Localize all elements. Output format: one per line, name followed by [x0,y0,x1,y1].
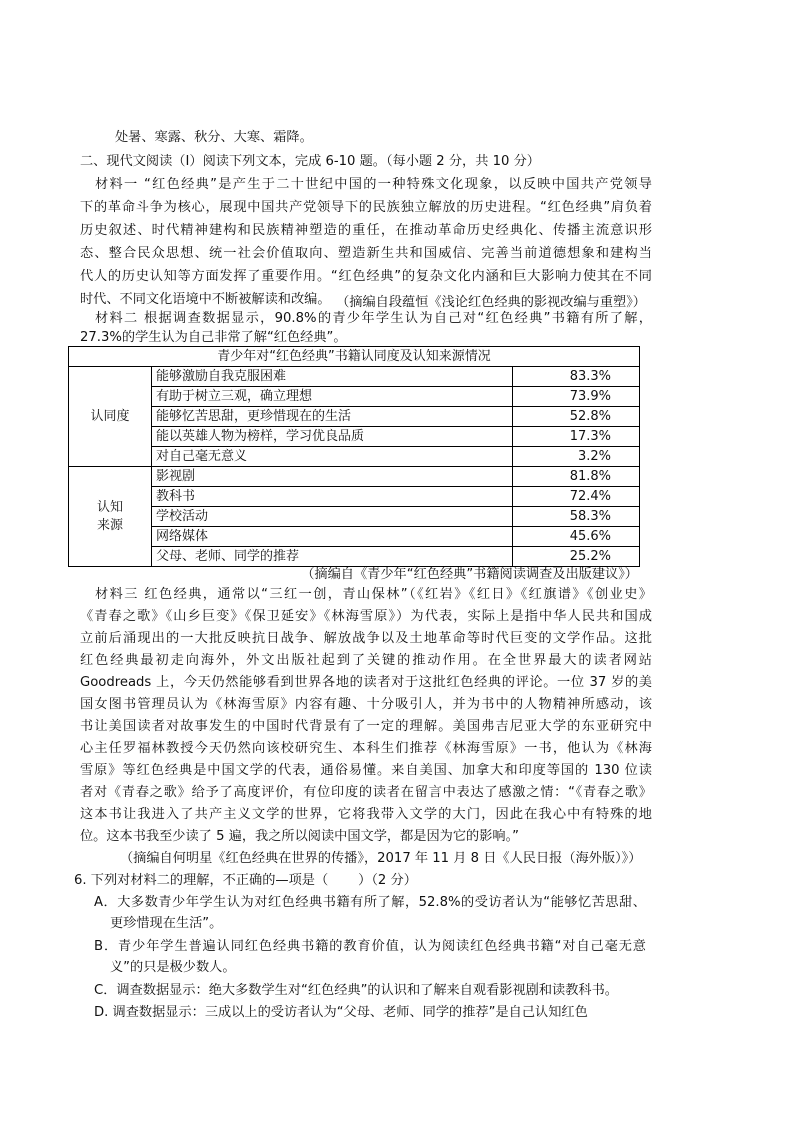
item-cell: 网络媒体 [152,527,513,547]
material3-line: 国女图书管理员认为《林海雪原》内容有趣、十分吸引人，并为书中的人物精神所感动，该 [80,697,652,712]
table-row [69,507,640,527]
material3-line: 者对《青春之歌》给予了高度评价，有位印度的读者在留言中表达了感激之情：“《青春之歌》 [80,785,652,800]
value-cell: 52.8% [513,407,640,427]
value-cell: 3.2% [513,447,640,467]
material1-line: 历史叙述、时代精神建构和民族精神塑造的重任，在推动革命历史经典化、传播主流意识形 [80,223,652,238]
material1-source: （摘编自段蕴恒《浅论红色经典的影视改编与重塑》） [336,295,646,310]
item-cell: 学校活动 [152,507,513,527]
item-cell: 教科书 [152,487,513,507]
material3-source: （摘编自何明星《红色经典在世界的传播》，2017 年 11 月 8 日《人民日报（海外版）》） [120,851,642,866]
value-cell: 17.3% [513,427,640,447]
option-d-line: D. 调查数据显示：三成以上的受访者认为“父母、老师、同学的推荐”是自己认知红色 [94,1005,588,1020]
material3-line: Goodreads 上，今天仍然能够看到世界各地的读者对于这批红色经典的评论。一位 37 岁的美 [80,675,652,690]
value-cell: 81.8% [513,467,640,487]
item-cell: 对自己毫无意义 [152,447,513,467]
table-row [69,387,640,407]
material3-line: 红色经典最初走向海外，外文出版社起到了关键的推动作用。在全世界最大的读者网站 [80,653,652,668]
material1-line: 材料一 “红色经典”是产生于二十世纪中国的一种特殊文化现象，以反映中国共产党领导 [95,177,652,192]
value-cell: 45.6% [513,527,640,547]
material1-line: 态、整合民众思想、统一社会价值取向、塑造新生共和国威信、完善当前道德想象和建构当 [80,246,652,261]
question6-stem [74,871,646,891]
material2-line: 材料二 根据调查数据显示，90.8%的青少年学生认为自己对“红色经典”书籍有所了解， [95,311,652,326]
item-cell: 能够忆苦思甜，更珍惜现在的生活 [152,407,513,427]
category-line: 认知 [96,499,123,515]
material3-line: 这本书让我进入了共产主义文学的世界，它将我带入文学的大门，因此在我心中有特殊的地 [80,807,652,822]
survey-table [68,346,640,567]
item-cell: 父母、老师、同学的推荐 [152,547,513,567]
value-cell: 73.9% [513,387,640,407]
section-heading: 二、现代文阅读（Ⅰ）阅读下列文本，完成 6-10 题。（每小题 2 分，共 10 分） [80,154,540,169]
material2-source: （摘编自《青少年“红色经典”书籍阅读调查及出版建议》） [301,567,638,582]
question6-stem-before: 6. 下列对材料二的理解，不正确的—项是（ [74,873,329,888]
material3-line: 书让美国读者对故事发生的中国时代背景有了一定的理解。美国弗吉尼亚大学的东亚研究中 [80,719,652,734]
intro-line: 处暑、寒露、秋分、大寒、霜降。 [115,130,313,145]
table-row [69,547,640,567]
table-row [69,427,640,447]
category-cell: 认同度 [69,367,152,467]
material1-line: 时代、不同文化语境中不断被解读和改编。 [80,292,331,307]
item-cell: 有助于树立三观，确立理想 [152,387,513,407]
material3-line: 立前后涌现出的一大批反映抗日战争、解放战争以及土地革命等时代巨变的文学作品。这批 [80,631,652,646]
material3-line: 《青春之歌》《山乡巨变》《保卫延安》《林海雪原》）为代表，实际上是指中华人民共和国成 [80,609,652,624]
material1-line: 代人的历史认知等方面发挥了重要作用。“红色经典”的复杂文化内涵和巨大影响力使其在不同 [80,269,652,284]
table-row [69,447,640,467]
table-title: 青少年对“红色经典”书籍认同度及认知来源情况 [69,347,640,367]
option-c-line: C．调查数据显示：绝大多数学生对“红色经典”的认识和了解来自观看影视剧和读教科书。 [94,983,618,998]
material1-line: 下的革命斗争为核心，展现中国共产党领导下的民族独立解放的历史进程。“红色经典”肩负着 [80,200,652,215]
option-a-line: A．大多数青少年学生认为对红色经典书籍有所了解，52.8%的受访者认为“能够忆苦思甜、 [94,895,646,910]
item-cell: 影视剧 [152,467,513,487]
value-cell: 83.3% [513,367,640,387]
material3-line: 心主任罗福林教授今天仍然向该校研究生、本科生们推荐《林海雪原》一书，他认为《林海 [80,741,652,756]
value-cell: 58.3% [513,507,640,527]
option-b-line: B．青少年学生普遍认同红色经典书籍的教育价值，认为阅读红色经典书籍“对自己毫无意 [94,939,646,954]
material3-line: 位。这本书我至少读了 5 遍，我之所以阅读中国文学，都是因为它的影响。” [80,829,520,844]
table-title-row [69,347,640,367]
category-cell [69,467,152,567]
category-line: 来源 [96,517,123,533]
table-row [69,407,640,427]
table-row [69,367,640,387]
option-a-line: 更珍惜现在生活”。 [110,916,223,931]
material3-line: 雪原》等红色经典是中国文学的代表，通俗易懂。来自美国、加拿大和印度等国的 130 位读 [80,763,652,778]
material2-line: 27.3%的学生认为自己非常了解“红色经典”。 [80,330,347,345]
table-row [69,527,640,547]
table-row [69,467,640,487]
value-cell: 25.2% [513,547,640,567]
table-row [69,487,640,507]
value-cell: 72.4% [513,487,640,507]
item-cell: 能以英雄人物为榜样，学习优良品质 [152,427,513,447]
item-cell: 能够激励自我克服困难 [152,367,513,387]
material3-line: 材料三 红色经典，通常以“三红一创，青山保林”（《红岩》《红日》《红旗谱》《创业史》 [95,587,652,602]
option-b-line: 义”的只是极少数人。 [110,960,236,975]
question6-stem-after: ）（2 分） [358,873,417,888]
